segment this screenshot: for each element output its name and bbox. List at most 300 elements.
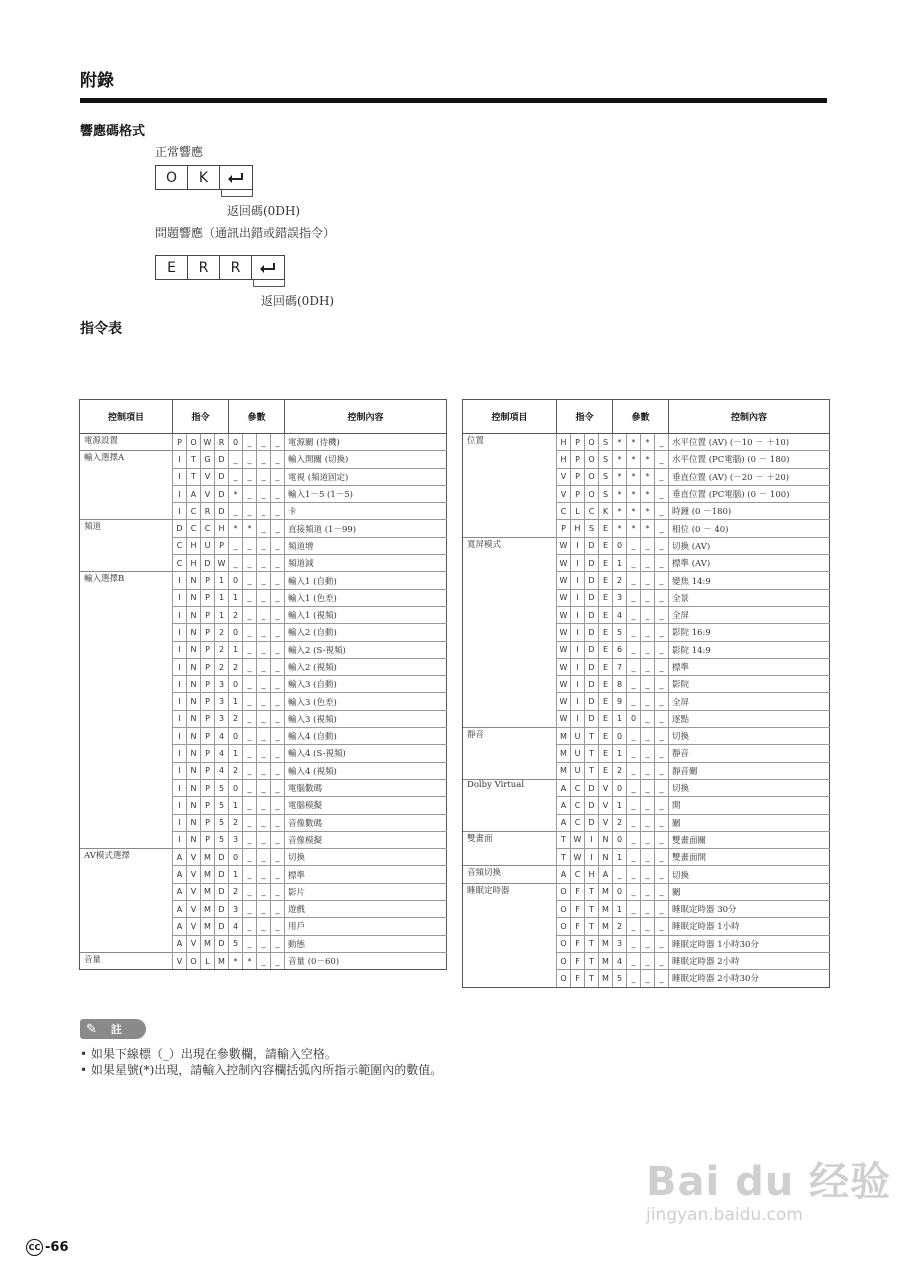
command-char-cell: N — [187, 572, 201, 589]
command-char-cell: M — [599, 952, 613, 969]
command-char-cell: U — [571, 728, 585, 745]
command-char-cell: V — [599, 779, 613, 796]
param-char-cell: _ — [243, 485, 257, 502]
command-char-cell: T — [585, 883, 599, 900]
control-item-cell — [80, 745, 173, 762]
param-char-cell: _ — [655, 901, 669, 918]
command-char-cell: D — [585, 676, 599, 693]
param-char-cell: 4 — [229, 918, 243, 935]
command-char-cell: I — [571, 606, 585, 623]
param-char-cell: 0 — [613, 831, 627, 848]
command-char-cell: I — [173, 676, 187, 693]
command-char-cell: D — [215, 883, 229, 900]
command-char-cell: D — [585, 779, 599, 796]
command-char-cell: D — [215, 503, 229, 520]
control-content-cell: 輸入1 (自動) — [285, 572, 447, 589]
param-char-cell: _ — [655, 624, 669, 641]
control-item-cell — [463, 935, 557, 952]
param-char-cell: _ — [257, 883, 271, 900]
param-char-cell: _ — [257, 952, 271, 969]
control-content-cell: 輸入4 (自動) — [285, 728, 447, 745]
table-row — [80, 952, 447, 969]
command-char-cell: F — [571, 918, 585, 935]
param-char-cell: _ — [243, 728, 257, 745]
control-content-cell: 影院 14:9 — [669, 641, 830, 658]
param-char-cell: 2 — [229, 710, 243, 727]
command-char-cell: 5 — [215, 831, 229, 848]
param-char-cell: _ — [655, 728, 669, 745]
command-char-cell: E — [599, 589, 613, 606]
table-row — [463, 434, 830, 451]
control-content-cell: 全屏 — [669, 606, 830, 623]
error-response-code — [155, 255, 285, 280]
command-char-cell: W — [571, 849, 585, 866]
param-char-cell: * — [613, 485, 627, 502]
table-row — [80, 641, 447, 658]
command-char-cell: P — [201, 745, 215, 762]
command-char-cell: C — [173, 537, 187, 554]
command-char-cell: I — [173, 658, 187, 675]
error-response-label: 問題響應（通訊出錯或錯誤指令） — [155, 226, 336, 240]
control-item-cell — [80, 866, 173, 883]
param-char-cell: _ — [655, 434, 669, 451]
command-char-cell: T — [557, 831, 571, 848]
param-char-cell: _ — [243, 745, 257, 762]
command-char-cell: A — [173, 849, 187, 866]
table-row — [80, 814, 447, 831]
command-char-cell: O — [585, 485, 599, 502]
control-content-cell: 逐點 — [669, 710, 830, 727]
param-char-cell: _ — [641, 589, 655, 606]
command-char-cell: 5 — [215, 814, 229, 831]
normal-response-label: 正常響應 — [155, 145, 204, 159]
param-char-cell: 0 — [627, 710, 641, 727]
param-char-cell: 4 — [613, 952, 627, 969]
command-char-cell: C — [187, 520, 201, 537]
command-char-cell: I — [173, 710, 187, 727]
param-char-cell: _ — [243, 883, 257, 900]
param-char-cell: 0 — [229, 849, 243, 866]
param-char-cell: * — [641, 485, 655, 502]
param-char-cell: _ — [627, 555, 641, 572]
command-char-cell: T — [585, 901, 599, 918]
table-row — [80, 762, 447, 779]
param-char-cell: _ — [243, 572, 257, 589]
table-row — [463, 641, 830, 658]
param-char-cell: _ — [243, 555, 257, 572]
control-item-cell — [80, 710, 173, 727]
command-char-cell: D — [585, 641, 599, 658]
control-content-cell: 切換 — [669, 866, 830, 883]
param-char-cell: _ — [641, 555, 655, 572]
command-char-cell: V — [187, 935, 201, 952]
command-char-cell: S — [599, 485, 613, 502]
command-char-cell: D — [215, 485, 229, 502]
command-char-cell: N — [187, 641, 201, 658]
command-char-cell: E — [599, 624, 613, 641]
param-char-cell: _ — [257, 658, 271, 675]
table-row — [463, 918, 830, 935]
command-char-cell: A — [173, 918, 187, 935]
note-item: • 如果下線標（_）出現在參數欄，請輸入空格。 — [80, 1047, 337, 1061]
control-content-cell: 電腦模擬 — [285, 797, 447, 814]
table-row — [80, 555, 447, 572]
param-char-cell: _ — [627, 935, 641, 952]
table-row — [80, 693, 447, 710]
command-char-cell: C — [571, 797, 585, 814]
table-row — [80, 589, 447, 606]
command-char-cell: A — [557, 814, 571, 831]
code-char: R — [220, 256, 252, 279]
table-row — [463, 589, 830, 606]
command-char-cell: W — [557, 658, 571, 675]
param-char-cell: _ — [627, 728, 641, 745]
command-char-cell: A — [557, 779, 571, 796]
table-row — [80, 935, 447, 952]
language-badge: CC — [26, 1239, 43, 1256]
command-char-cell: T — [557, 849, 571, 866]
command-char-cell: W — [215, 555, 229, 572]
command-char-cell: E — [599, 693, 613, 710]
param-char-cell: 3 — [229, 901, 243, 918]
control-item-cell — [80, 779, 173, 796]
control-item-cell — [463, 797, 557, 814]
param-char-cell: _ — [655, 849, 669, 866]
param-char-cell: _ — [627, 849, 641, 866]
param-char-cell: _ — [655, 710, 669, 727]
response-section-title: 響應碼格式 — [80, 124, 146, 139]
param-char-cell: _ — [271, 762, 285, 779]
command-char-cell: N — [187, 745, 201, 762]
param-char-cell: _ — [243, 710, 257, 727]
command-char-cell: O — [557, 970, 571, 987]
control-content-cell: 靜音 — [669, 745, 830, 762]
note-label: 註 — [110, 1023, 122, 1036]
command-char-cell: D — [585, 658, 599, 675]
param-char-cell: _ — [627, 952, 641, 969]
control-content-cell: 電腦數碼 — [285, 779, 447, 796]
param-char-cell: _ — [627, 641, 641, 658]
control-item-cell — [463, 970, 557, 987]
table-row — [80, 658, 447, 675]
param-char-cell: 5 — [229, 935, 243, 952]
page-number — [26, 1239, 69, 1256]
param-char-cell: 9 — [613, 693, 627, 710]
param-char-cell: _ — [257, 572, 271, 589]
param-char-cell: _ — [229, 503, 243, 520]
param-char-cell: _ — [641, 918, 655, 935]
command-char-cell: P — [201, 676, 215, 693]
control-content-cell: 輸入4 (S-視頻) — [285, 745, 447, 762]
command-char-cell: M — [599, 970, 613, 987]
command-char-cell: W — [557, 572, 571, 589]
param-char-cell: _ — [655, 831, 669, 848]
param-char-cell: _ — [243, 537, 257, 554]
control-content-cell: 輸入2 (自動) — [285, 624, 447, 641]
table-row — [463, 952, 830, 969]
command-char-cell: D — [585, 589, 599, 606]
command-char-cell: D — [585, 710, 599, 727]
table-row — [80, 918, 447, 935]
note-badge — [80, 1019, 146, 1039]
col-header-command: 指令 — [173, 400, 229, 434]
param-char-cell: _ — [655, 555, 669, 572]
param-char-cell: _ — [627, 572, 641, 589]
param-char-cell: _ — [655, 935, 669, 952]
command-char-cell: N — [187, 606, 201, 623]
command-char-cell: M — [557, 745, 571, 762]
command-char-cell: W — [557, 555, 571, 572]
command-char-cell: K — [599, 503, 613, 520]
table-row — [463, 676, 830, 693]
param-char-cell: 4 — [613, 606, 627, 623]
command-char-cell: I — [173, 779, 187, 796]
param-char-cell: _ — [627, 693, 641, 710]
table-row — [80, 710, 447, 727]
command-char-cell: W — [557, 693, 571, 710]
command-char-cell: D — [585, 606, 599, 623]
param-char-cell: _ — [257, 728, 271, 745]
command-char-cell: P — [201, 762, 215, 779]
command-char-cell: S — [599, 468, 613, 485]
command-char-cell: N — [187, 589, 201, 606]
command-char-cell: H — [557, 451, 571, 468]
command-char-cell: 4 — [215, 745, 229, 762]
command-char-cell: O — [187, 952, 201, 969]
param-char-cell: _ — [271, 658, 285, 675]
param-char-cell: 2 — [613, 572, 627, 589]
command-char-cell: D — [215, 866, 229, 883]
control-item-cell — [463, 849, 557, 866]
table-row — [463, 468, 830, 485]
param-char-cell: 2 — [229, 762, 243, 779]
control-content-cell: 輸入3 (視頻) — [285, 710, 447, 727]
param-char-cell: _ — [257, 849, 271, 866]
control-item-cell: Dolby Virtual — [463, 779, 557, 796]
table-row — [463, 503, 830, 520]
param-char-cell: 0 — [613, 779, 627, 796]
command-char-cell: I — [571, 624, 585, 641]
param-char-cell: _ — [271, 606, 285, 623]
command-char-cell: D — [215, 935, 229, 952]
control-content-cell: 卡 — [285, 503, 447, 520]
param-char-cell: 1 — [229, 641, 243, 658]
command-char-cell: E — [599, 762, 613, 779]
command-char-cell: D — [215, 849, 229, 866]
control-content-cell: 遊戲 — [285, 901, 447, 918]
param-char-cell: 1 — [613, 555, 627, 572]
command-char-cell: L — [571, 503, 585, 520]
param-char-cell: 0 — [229, 572, 243, 589]
command-char-cell: I — [173, 693, 187, 710]
command-char-cell: E — [599, 658, 613, 675]
command-char-cell: V — [201, 485, 215, 502]
command-char-cell: P — [201, 589, 215, 606]
command-char-cell: V — [187, 901, 201, 918]
param-char-cell: _ — [641, 572, 655, 589]
command-char-cell: O — [585, 434, 599, 451]
header-rule — [80, 98, 827, 103]
command-char-cell: P — [571, 434, 585, 451]
param-char-cell: * — [641, 434, 655, 451]
control-item-cell — [463, 624, 557, 641]
command-char-cell: A — [557, 797, 571, 814]
control-item-cell: 電源設置 — [80, 434, 173, 451]
control-item-cell — [463, 814, 557, 831]
command-char-cell: P — [201, 710, 215, 727]
table-row — [463, 831, 830, 848]
command-char-cell: I — [173, 745, 187, 762]
param-char-cell: _ — [257, 606, 271, 623]
command-char-cell: E — [599, 537, 613, 554]
param-char-cell: _ — [243, 849, 257, 866]
table-row — [80, 468, 447, 485]
control-item-cell — [463, 485, 557, 502]
table-row — [80, 883, 447, 900]
command-char-cell: I — [173, 589, 187, 606]
param-char-cell: _ — [257, 693, 271, 710]
command-char-cell: D — [585, 555, 599, 572]
command-char-cell: P — [571, 468, 585, 485]
table-row — [463, 970, 830, 987]
param-char-cell: _ — [243, 676, 257, 693]
param-char-cell: _ — [257, 641, 271, 658]
control-content-cell: 音像數碼 — [285, 814, 447, 831]
param-char-cell: _ — [271, 503, 285, 520]
watermark-logo: Bai du 经验 — [646, 1159, 892, 1205]
return-code-label: 返回碼(0DH) — [227, 204, 301, 218]
command-char-cell: 3 — [215, 693, 229, 710]
param-char-cell: 0 — [229, 624, 243, 641]
command-char-cell: D — [585, 814, 599, 831]
param-char-cell: _ — [641, 693, 655, 710]
command-char-cell: M — [599, 935, 613, 952]
command-char-cell: L — [201, 952, 215, 969]
control-content-cell: 輸入開關 (切換) — [285, 451, 447, 468]
param-char-cell: _ — [655, 537, 669, 554]
command-char-cell: N — [599, 831, 613, 848]
param-char-cell: 1 — [229, 745, 243, 762]
command-char-cell: P — [557, 520, 571, 537]
command-char-cell: P — [201, 693, 215, 710]
param-char-cell: 0 — [229, 434, 243, 451]
param-char-cell: _ — [627, 970, 641, 987]
param-char-cell: _ — [641, 658, 655, 675]
param-char-cell: _ — [655, 866, 669, 883]
param-char-cell: _ — [641, 866, 655, 883]
command-char-cell: M — [201, 866, 215, 883]
command-char-cell: C — [201, 520, 215, 537]
param-char-cell: 6 — [613, 641, 627, 658]
table-row — [463, 537, 830, 554]
command-char-cell: C — [557, 503, 571, 520]
command-char-cell: N — [599, 849, 613, 866]
code-char: O — [156, 166, 188, 189]
param-char-cell: _ — [271, 572, 285, 589]
command-char-cell: D — [215, 918, 229, 935]
param-char-cell: _ — [655, 572, 669, 589]
command-char-cell: P — [201, 814, 215, 831]
control-item-cell: AV模式選擇 — [80, 849, 173, 866]
command-char-cell: P — [201, 728, 215, 745]
param-char-cell: 3 — [613, 935, 627, 952]
command-char-cell: U — [201, 537, 215, 554]
command-char-cell: E — [599, 641, 613, 658]
param-char-cell: _ — [257, 901, 271, 918]
control-item-cell — [463, 918, 557, 935]
control-content-cell: 動態 — [285, 935, 447, 952]
command-char-cell: C — [187, 503, 201, 520]
command-char-cell: D — [215, 468, 229, 485]
control-item-cell — [463, 572, 557, 589]
control-item-cell — [463, 658, 557, 675]
control-item-cell — [80, 901, 173, 918]
command-char-cell: I — [173, 451, 187, 468]
command-char-cell: W — [557, 589, 571, 606]
control-content-cell: 輸入2 (視頻) — [285, 658, 447, 675]
command-char-cell: W — [571, 831, 585, 848]
command-char-cell: O — [557, 901, 571, 918]
command-char-cell: E — [599, 572, 613, 589]
control-content-cell: 關 — [669, 814, 830, 831]
command-char-cell: M — [599, 883, 613, 900]
param-char-cell: * — [627, 503, 641, 520]
command-table-title: 指令表 — [80, 321, 122, 337]
table-row — [80, 503, 447, 520]
param-char-cell: * — [613, 520, 627, 537]
param-char-cell: * — [641, 451, 655, 468]
command-char-cell: C — [173, 555, 187, 572]
control-item-cell — [80, 624, 173, 641]
param-char-cell: _ — [243, 762, 257, 779]
table-row — [80, 434, 447, 451]
command-char-cell: G — [201, 451, 215, 468]
control-item-cell — [463, 589, 557, 606]
command-char-cell: A — [173, 866, 187, 883]
param-char-cell: 2 — [613, 814, 627, 831]
param-char-cell: _ — [271, 831, 285, 848]
table-row — [80, 676, 447, 693]
control-content-cell: 音量 (0－60) — [285, 952, 447, 969]
command-char-cell: N — [187, 762, 201, 779]
control-content-cell: 輸入1－5 (1－5) — [285, 485, 447, 502]
command-char-cell: I — [173, 606, 187, 623]
command-char-cell: D — [201, 555, 215, 572]
param-char-cell: _ — [271, 779, 285, 796]
table-row — [80, 831, 447, 848]
command-char-cell: T — [585, 745, 599, 762]
param-char-cell: _ — [229, 468, 243, 485]
col-header-param: 參數 — [613, 400, 669, 434]
param-char-cell: _ — [271, 555, 285, 572]
command-char-cell: T — [585, 762, 599, 779]
param-char-cell: _ — [257, 589, 271, 606]
command-char-cell: M — [201, 883, 215, 900]
command-char-cell: E — [599, 606, 613, 623]
command-char-cell: P — [201, 624, 215, 641]
command-char-cell: I — [173, 572, 187, 589]
command-char-cell: P — [571, 485, 585, 502]
param-char-cell: 3 — [229, 831, 243, 848]
command-char-cell: T — [585, 918, 599, 935]
control-content-cell: 音像模擬 — [285, 831, 447, 848]
command-char-cell: E — [599, 676, 613, 693]
param-char-cell: _ — [655, 762, 669, 779]
param-char-cell: _ — [641, 935, 655, 952]
control-item-cell — [463, 451, 557, 468]
command-char-cell: T — [585, 952, 599, 969]
command-char-cell: A — [173, 935, 187, 952]
